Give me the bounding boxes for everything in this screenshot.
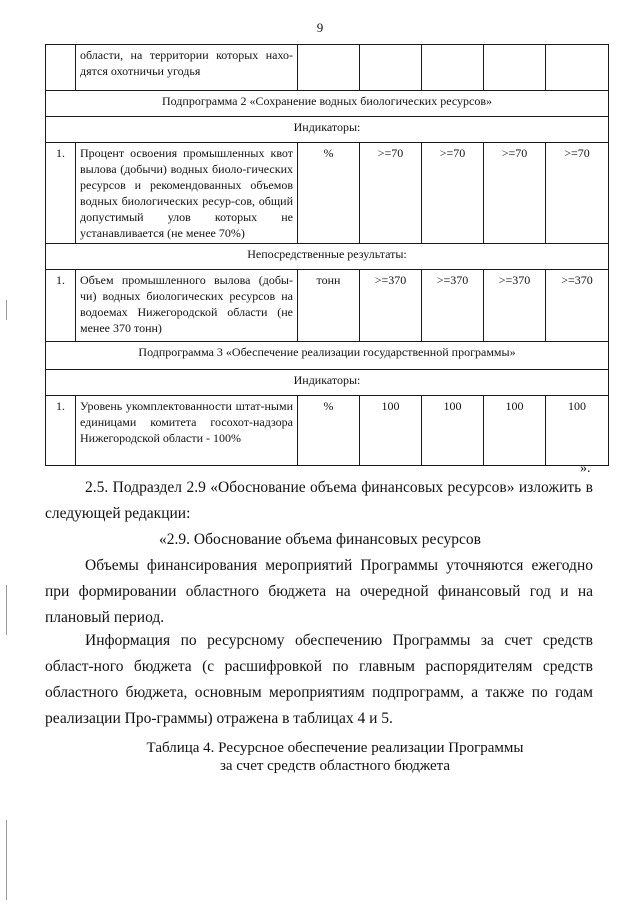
subprogram-title: Подпрограмма 3 «Обеспечение реализации государственной программы» bbox=[46, 342, 609, 370]
row-value: 100 bbox=[422, 396, 484, 466]
closing-quote: ». bbox=[580, 461, 591, 476]
table-cell bbox=[546, 45, 609, 91]
row-description: Уровень укомплектованности штат-ными единицами комитета госохот-надзора Нижегородской области - 100% bbox=[76, 396, 298, 466]
heading-text: «2.9. Обоснование объема финансовых ресурсов bbox=[159, 531, 481, 548]
table-cell bbox=[422, 45, 484, 91]
row-unit: тонн bbox=[298, 270, 360, 342]
paragraph-text: Информация по ресурсному обеспечению Программы за счет средств област-ного бюджета (с расшифровкой по главным распорядителям средств областного бюджета, основным мероприятиям подпрограмм, а также по годам реализации Про-граммы) отражена в таблицах 4 и 5. bbox=[45, 632, 593, 727]
row-number: 1. bbox=[46, 270, 76, 342]
row-number: 1. bbox=[46, 396, 76, 466]
table-cell bbox=[360, 45, 422, 91]
table-row bbox=[46, 117, 609, 143]
row-number: 1. bbox=[46, 143, 76, 244]
table-cell bbox=[46, 45, 76, 91]
table-row bbox=[46, 91, 609, 117]
table-row bbox=[46, 45, 609, 91]
row-unit: % bbox=[298, 396, 360, 466]
row-value: >=70 bbox=[360, 143, 422, 244]
row-value: >=70 bbox=[422, 143, 484, 244]
row-value: >=370 bbox=[546, 270, 609, 342]
row-description: Процент освоения промышленных квот вылова (добычи) водных биоло-гических ресурсов и рекомендованных объемов водных биологических ресур-сов, общий допустимый улов которых не устанавливается (не менее 70%) bbox=[76, 143, 298, 244]
indicators-table bbox=[45, 44, 609, 466]
subprogram-title: Подпрограмма 2 «Сохранение водных биологических ресурсов» bbox=[46, 91, 609, 117]
table-row bbox=[46, 370, 609, 396]
caption-line: Таблица 4. Ресурсное обеспечение реализации Программы bbox=[146, 740, 524, 756]
row-description: области, на территории которых нахо-дятся охотничьи угодья bbox=[76, 45, 298, 91]
section-heading bbox=[0, 527, 640, 553]
table-row bbox=[46, 270, 609, 342]
row-description: Объем промышленного вылова (добы-чи) водных биологических ресурсов на водоемах Нижегородской области (не менее 370 тонн) bbox=[76, 270, 298, 342]
table-cell bbox=[484, 45, 546, 91]
paragraph-text: 2.5. Подраздел 2.9 «Обоснование объема финансовых ресурсов» изложить в следующей редакции: bbox=[45, 479, 593, 522]
table-row bbox=[46, 143, 609, 244]
page-number: 9 bbox=[316, 20, 324, 35]
indicators-label: Индикаторы: bbox=[46, 370, 609, 396]
row-value: 100 bbox=[484, 396, 546, 466]
table-row bbox=[46, 396, 609, 466]
caption-line: за счет средств областного бюджета bbox=[219, 758, 451, 774]
results-label: Непосредственные результаты: bbox=[46, 244, 609, 270]
row-value: >=70 bbox=[484, 143, 546, 244]
indicators-label: Индикаторы: bbox=[46, 117, 609, 143]
table-caption bbox=[0, 739, 640, 775]
margin-mark bbox=[6, 300, 7, 320]
row-unit: % bbox=[298, 143, 360, 244]
row-value: 100 bbox=[546, 396, 609, 466]
paragraph-resources bbox=[45, 628, 593, 732]
row-value: >=370 bbox=[360, 270, 422, 342]
table-cell bbox=[298, 45, 360, 91]
paragraph-amendment bbox=[45, 475, 593, 527]
row-value: 100 bbox=[360, 396, 422, 466]
margin-mark bbox=[6, 820, 7, 900]
table-row bbox=[46, 342, 609, 370]
row-value: >=70 bbox=[546, 143, 609, 244]
paragraph-funding bbox=[45, 553, 593, 631]
row-value: >=370 bbox=[422, 270, 484, 342]
row-value: >=370 bbox=[484, 270, 546, 342]
table-row bbox=[46, 244, 609, 270]
margin-mark bbox=[6, 585, 7, 635]
paragraph-text: Объемы финансирования мероприятий Программы уточняются ежегодно при формировании областного бюджета на очередной финансовый год и на плановый период. bbox=[45, 557, 593, 626]
